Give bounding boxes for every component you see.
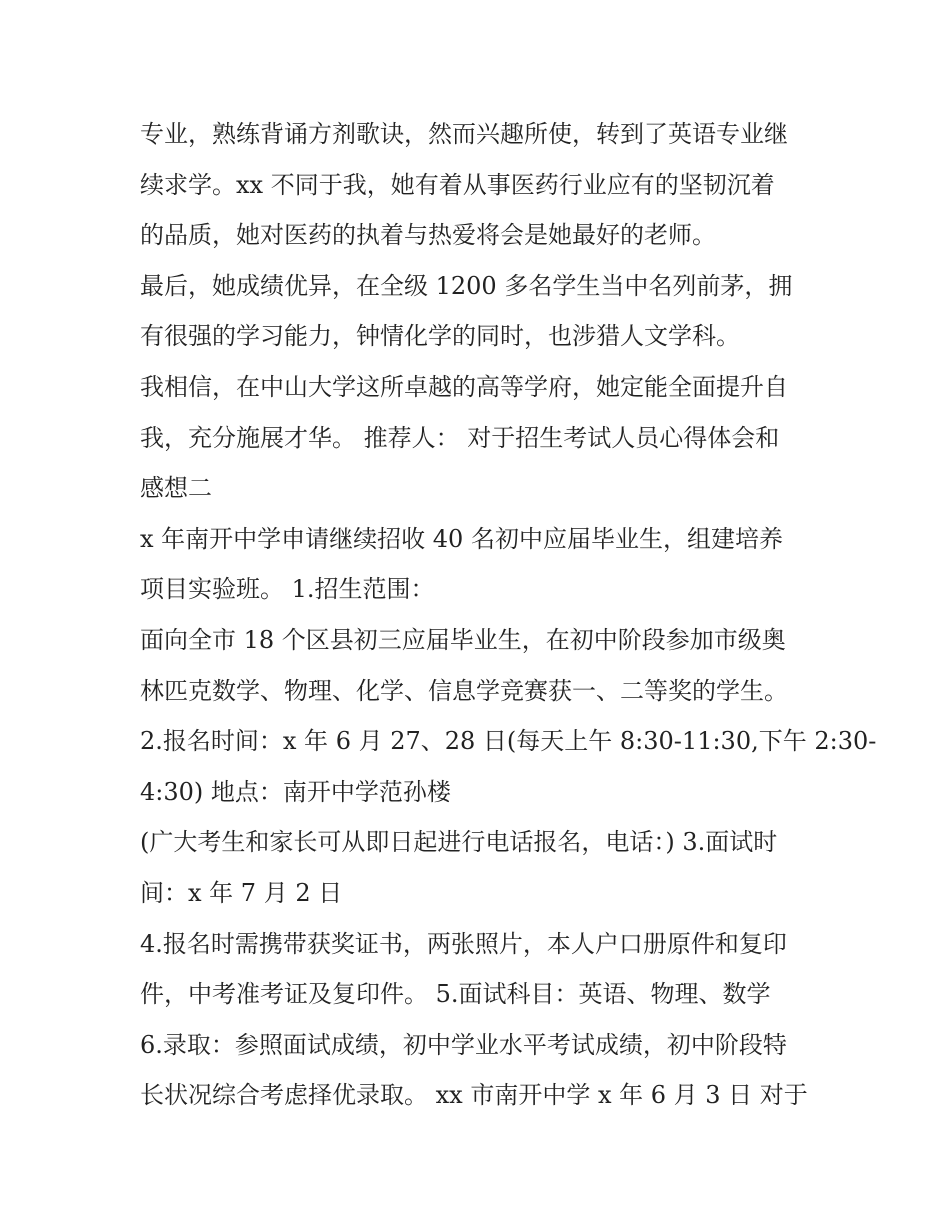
text-line: 6.录取：参照面试成绩，初中学业水平考试成绩，初中阶段特	[140, 1030, 787, 1059]
text-line: 项目实验班。 1.招生范围：	[140, 575, 435, 604]
text-line: 间：x 年 7 月 2 日	[140, 878, 343, 907]
text-line: 件，中考准考证及复印件。 5.面试科目：英语、物理、数学	[140, 980, 771, 1009]
text-line: 专业，熟练背诵方剂歌诀，然而兴趣所使，转到了英语专业继	[140, 120, 788, 148]
text-line: 续求学。xx 不同于我，她有着从事医药行业应有的坚韧沉着	[140, 170, 775, 199]
text-line: 最后，她成绩优异，在全级 1200 多名学生当中名列前茅，拥	[140, 271, 793, 300]
text-line: 4.报名时需携带获奖证书，两张照片，本人户口册原件和复印	[140, 929, 787, 958]
text-line: x 年南开中学申请继续招收 40 名初中应届毕业生，组建培养	[140, 524, 783, 553]
text-line: 4:30) 地点：南开中学范孙楼	[140, 777, 451, 806]
text-line: 2.报名时间：x 年 6 月 27、28 日(每天上午 8:30-11:30,下午 2:30-	[140, 727, 877, 756]
text-line: 长状况综合考虑择优录取。 xx 市南开中学 x 年 6 月 3 日 对于	[140, 1081, 808, 1110]
text-line: 面向全市 18 个区县初三应届毕业生，在初中阶段参加市级奥	[140, 625, 786, 654]
document-body	[140, 109, 877, 1121]
text-line: 的品质，她对医药的执着与热爱将会是她最好的老师。	[140, 221, 716, 250]
text-line: 感想二	[140, 474, 212, 503]
text-line: 我相信，在中山大学这所卓越的高等学府，她定能全面提升自	[140, 372, 788, 401]
text-line: (广大考生和家长可从即日起进行电话报名，电话：) 3.面试时	[140, 828, 778, 857]
text-line: 我，充分施展才华。 推荐人： 对于招生考试人员心得体会和	[140, 423, 780, 452]
text-line: 林匹克数学、物理、化学、信息学竞赛获一、二等奖的学生。	[140, 676, 788, 705]
text-line: 有很强的学习能力，钟情化学的同时，也涉猎人文学科。	[140, 322, 740, 351]
